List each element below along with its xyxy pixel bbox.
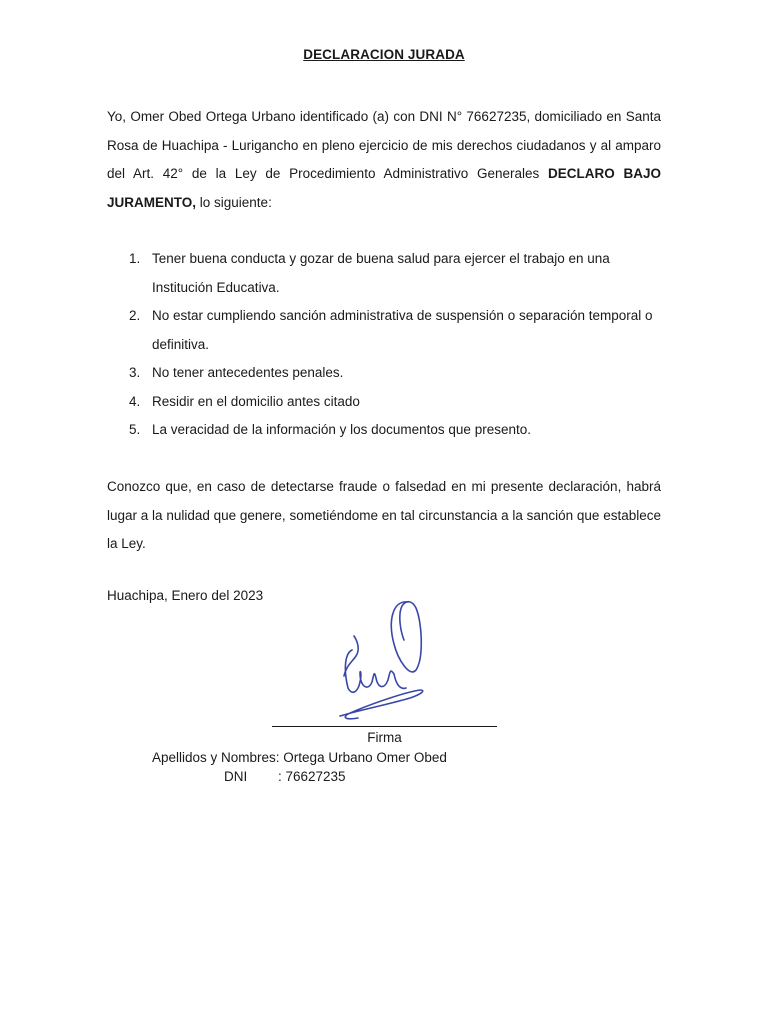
list-item (107, 416, 667, 445)
signature-line (272, 726, 497, 727)
list-item-number: 5. (129, 422, 141, 437)
list-item-text: Residir en el domicilio antes citado (152, 393, 360, 409)
signer-names: Apellidos y Nombres: Ortega Urbano Omer Obed (152, 750, 447, 765)
signature-stroke-underline (340, 690, 423, 719)
intro-paragraph (107, 103, 661, 217)
signature-label: Firma (367, 730, 402, 745)
list-item (107, 245, 667, 302)
signer-dni-value: : 76627235 (278, 769, 346, 784)
intro-text: Yo, Omer Obed Ortega Urbano identificado (a) con DNI N° 76627235, domiciliado en Santa Rosa de Huachipa - Lurigancho en pleno ejercicio de mis derechos ciudadanos y al amparo del Art. 42° de la Ley de Procedimiento Administrativo Generales (107, 109, 661, 181)
list-item-number: 1. (129, 251, 141, 266)
document-title: DECLARACION JURADA (303, 47, 465, 62)
signature-stroke-body (345, 650, 406, 692)
list-item-number: 2. (129, 308, 141, 323)
list-item (107, 302, 667, 359)
list-item (107, 359, 667, 388)
list-item-number: 3. (129, 365, 141, 380)
intro-bold-declaration: DECLARO BAJO JURAMENTO, (107, 166, 661, 210)
list-item-text: La veracidad de la información y los documentos que presento. (152, 422, 531, 437)
handwritten-signature (330, 592, 440, 724)
signature-stroke-hook (344, 636, 358, 676)
list-item-text: No estar cumpliendo sanción administrativa de suspensión o separación temporal o definitiva. (152, 308, 653, 352)
intro-text-end: lo siguiente: (196, 194, 272, 210)
conclusion-paragraph: Conozco que, en caso de detectarse fraude o falsedad en mi presente declaración, habrá lugar a la nulidad que genere, sometiéndome en tal circunstancia a la sanción que establece la Ley. (107, 479, 661, 551)
list-item-text: No tener antecedentes penales. (152, 365, 344, 380)
signer-dni-label: DNI (224, 769, 248, 784)
list-item (107, 388, 667, 417)
signature-stroke-loop (391, 602, 421, 672)
place-date: Huachipa, Enero del 2023 (107, 588, 264, 603)
list-item-text: Tener buena conducta y gozar de buena salud para ejercer el trabajo en una Institución Educativa. (152, 251, 610, 295)
list-item-number: 4. (129, 393, 141, 409)
declaration-list (107, 245, 667, 445)
